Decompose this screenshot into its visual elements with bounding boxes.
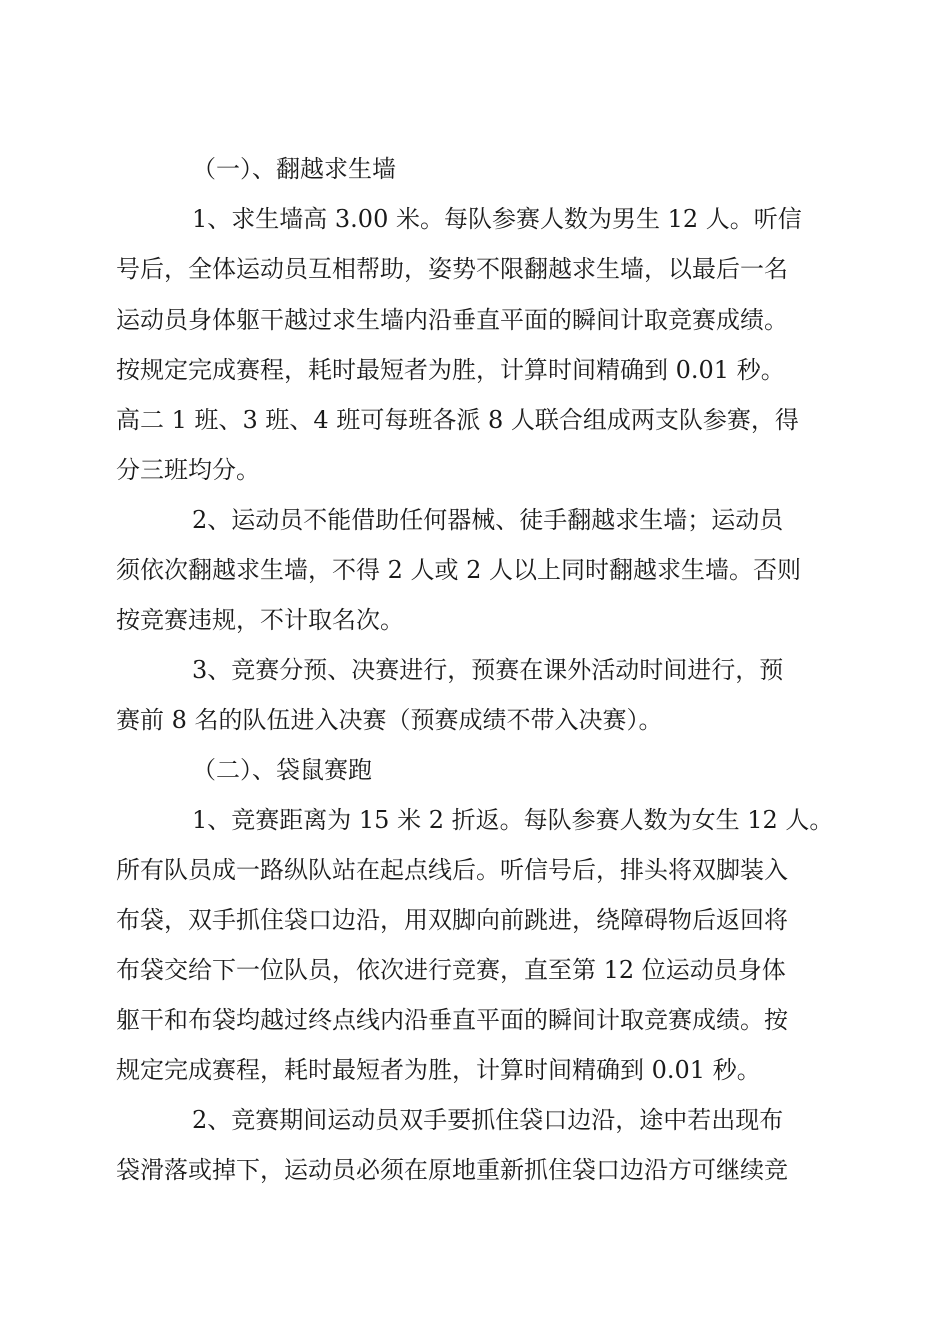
paragraph-line: 布袋交给下一位队员，依次进行竞赛，直至第 12 位运动员身体 <box>116 956 786 984</box>
paragraph-line: 分三班均分。 <box>116 456 260 484</box>
paragraph-line: 按规定完成赛程，耗时最短者为胜，计算时间精确到 0.01 秒。 <box>116 356 785 384</box>
paragraph-line: 躯干和布袋均越过终点线内沿垂直平面的瞬间计取竞赛成绩。按 <box>116 1006 788 1034</box>
paragraph-line: 号后，全体运动员互相帮助，姿势不限翻越求生墙，以最后一名 <box>116 255 788 283</box>
paragraph-line: 运动员身体躯干越过求生墙内沿垂直平面的瞬间计取竞赛成绩。 <box>116 306 788 334</box>
paragraph-line: 按竞赛违规，不计取名次。 <box>116 606 404 634</box>
paragraph-line: 1、竞赛距离为 15 米 2 折返。每队参赛人数为女生 12 人。 <box>192 806 834 834</box>
paragraph-line: 赛前 8 名的队伍进入决赛（预赛成绩不带入决赛）。 <box>116 706 663 734</box>
paragraph-line: 布袋，双手抓住袋口边沿，用双脚向前跳进，绕障碍物后返回将 <box>116 906 788 934</box>
section-heading: （一）、翻越求生墙 <box>192 155 396 183</box>
paragraph-line: 2、竞赛期间运动员双手要抓住袋口边沿，途中若出现布 <box>192 1106 784 1134</box>
section-heading: （二）、袋鼠赛跑 <box>192 756 372 784</box>
paragraph-line: 袋滑落或掉下，运动员必须在原地重新抓住袋口边沿方可继续竞 <box>116 1156 788 1184</box>
paragraph-line: 3、竞赛分预、决赛进行，预赛在课外活动时间进行，预 <box>192 656 784 684</box>
paragraph-line: 1、求生墙高 3.00 米。每队参赛人数为男生 12 人。听信 <box>192 205 802 233</box>
paragraph-line: 规定完成赛程，耗时最短者为胜，计算时间精确到 0.01 秒。 <box>116 1056 761 1084</box>
paragraph-line: 须依次翻越求生墙，不得 2 人或 2 人以上同时翻越求生墙。否则 <box>116 556 802 584</box>
paragraph-line: 2、运动员不能借助任何器械、徒手翻越求生墙；运动员 <box>192 506 784 534</box>
paragraph-line: 高二 1 班、3 班、4 班可每班各派 8 人联合组成两支队参赛，得 <box>116 406 799 434</box>
paragraph-line: 所有队员成一路纵队站在起点线后。听信号后，排头将双脚装入 <box>116 856 788 884</box>
